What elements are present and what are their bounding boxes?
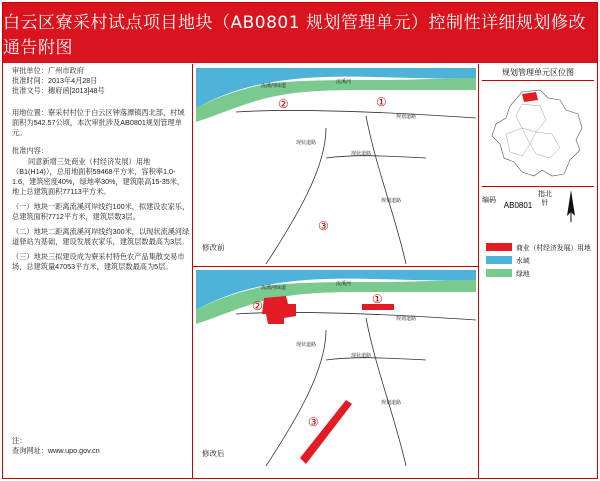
divider-maps [192,266,479,267]
planned-road-right-after [366,318,406,466]
approval-unit: 广州市政府 [47,66,84,75]
legend-swatch-green [486,269,512,277]
label-existing-road-2: 现状道路 [351,151,372,157]
footer-notes [12,436,100,456]
marker-3: ③ [318,219,329,233]
legend-item-green [482,266,594,279]
label-greenway-after: 流溪河绿道 [261,285,287,291]
north-label: 指北针 [538,191,552,207]
note-label: 注： [12,435,27,445]
approval-unit-label: 审批单位： [12,66,48,75]
marker-1-after: ① [372,292,383,306]
legend-swatch-water [486,256,512,264]
approval-doc-label: 批准文号： [12,86,48,96]
label-planned-road: 规划道路 [396,114,417,120]
query-line [12,446,100,456]
info-panel [12,66,190,472]
caption-after: 修改后 [202,449,225,458]
legend-item-water [482,253,594,266]
content-paragraph-4: （三）地块三拟建设成为寮采村特色农产品集散交易市场，总建筑量47053平方米，建筑层数最高为5层。 [12,252,185,272]
marker-2: ② [278,97,289,111]
label-river: 流溪河 [336,79,352,85]
divider-left [192,64,193,478]
caption-before: 修改前 [202,243,225,252]
code-value: AB0801 [503,201,533,210]
content-paragraph-3: （二）地块二距离流溪河岸线约300米，以现状流溪河绿道驿站为基础，建设发展农家乐，建筑层数最高为3层。 [12,227,190,247]
highlight-unit [522,92,538,102]
legend [482,240,594,279]
legend-swatch-commercial [486,243,512,251]
plot-3 [300,400,352,464]
map-after [196,270,476,466]
location-map-svg [482,84,594,184]
content-paragraph-1: 同意新增三处商业（村经济发展）用地（B1(H14)），总用地面积59468平方米，容积率1.0-1.6，建筑密度40%，绿地率30%，建筑限高15-35米，地上总建筑面积77113平方米。 [12,156,185,196]
district-inner-2 [530,132,560,158]
location-text: 用地位置：寮采村村位于白云区钟落潭镇西北部，村域面积为542.57公顷，本次审批涉及AB0801规划管理单元。 [12,108,185,138]
page-title: 白云区寮采村试点项目地块（AB0801 规划管理单元）控制性详细规划修改通告附图 [3,3,597,63]
approval-doc-line [12,86,190,96]
north-arrow-icon [556,186,586,224]
label-existing-road-after-2: 现状道路 [351,353,372,359]
location-map-title: 规划管理单元区位图 [482,66,594,81]
map-after-svg [196,270,476,466]
legend-label-green: 绿地 [516,270,530,278]
existing-road-diag [266,128,326,264]
planned-road-top [236,110,476,118]
district-inner-3 [506,128,530,156]
legend-item-commercial [482,240,594,253]
label-planned-road-2: 规划道路 [381,198,402,204]
plot-2 [262,296,296,324]
location-map [482,84,594,184]
label-existing-road-after-1: 现状道路 [296,342,317,348]
district-outline [492,90,582,176]
legend-label-water: 水域 [516,257,530,265]
approval-date-line [12,76,190,86]
map-before-svg [196,68,476,264]
approval-date: 2013年4月28日 [47,76,98,86]
approval-doc: 穗府函[2013]48号 [47,86,105,96]
label-river-after: 流溪河 [336,281,352,287]
content-paragraph-2: （一）地块一距离流溪河岸线约100米，拟建设农家乐，总建筑面积7712平方米，建筑层数3层。 [12,201,190,221]
marker-1: ① [376,95,387,109]
marker-2-after: ② [252,299,263,313]
code-label: 编码 [482,197,496,204]
query-url[interactable]: www.upo.gov.cn [47,445,100,455]
legend-label-commercial: 商业（村经济发展）用地 [516,244,591,252]
label-existing-road-1: 现状道路 [296,140,317,146]
district-inner-1 [516,104,546,132]
label-planned-road-after: 规划道路 [396,316,417,322]
approval-date-label: 批准时间： [12,76,48,86]
label-greenway: 流溪河绿道 [261,83,287,89]
planned-road-right [366,116,406,264]
map-before [196,68,476,264]
approval-unit-line [12,66,190,76]
label-planned-road-after-2: 规划道路 [381,400,402,406]
query-label: 查询网址： [12,445,48,455]
content-label: 批准内容： [12,146,48,156]
divider-right [478,64,479,478]
marker-3-after: ③ [308,415,319,429]
